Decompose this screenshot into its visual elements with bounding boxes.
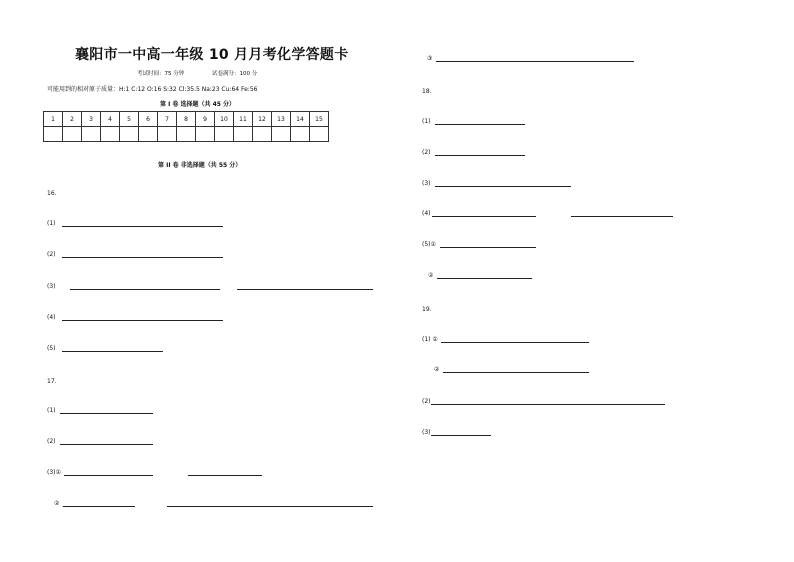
grid-number: 14 (291, 112, 310, 127)
answer-grid (43, 111, 329, 142)
q17-label-5: ③ (427, 55, 433, 62)
grid-number: 12 (253, 112, 272, 127)
q17-label-1: (1) (47, 407, 56, 414)
answer-line[interactable] (62, 351, 163, 352)
answer-grid-blanks (44, 127, 329, 142)
section2-title: 第 II 卷 非选择题（共 55 分） (158, 162, 242, 169)
q17-number: 17． (47, 378, 61, 385)
grid-number: 2 (63, 112, 82, 127)
atomic-masses: 可能用到的相对原子质量：H:1 C:12 O:16 S:32 Cl:35.5 Na:23 Cu:64 Fe:56 (47, 86, 258, 93)
grid-number: 3 (82, 112, 101, 127)
q19-label-4: (3) (422, 429, 431, 436)
q19-number: 19． (422, 306, 436, 313)
grid-number: 6 (139, 112, 158, 127)
page-title: 襄阳市一中高一年级 10 月月考化学答题卡 (75, 47, 349, 63)
exam-time: 考试时间：75 分钟 (137, 71, 185, 77)
answer-cell[interactable] (139, 127, 158, 142)
answer-line[interactable] (167, 506, 373, 507)
q16-label-5: (5) (47, 345, 56, 352)
answer-cell[interactable] (196, 127, 215, 142)
answer-cell[interactable] (158, 127, 177, 142)
q17-label-3: (3)① (47, 469, 61, 476)
q16-label-2: (2) (47, 251, 56, 258)
answer-cell[interactable] (63, 127, 82, 142)
answer-line[interactable] (188, 475, 262, 476)
q16-number: 16． (47, 190, 61, 197)
answer-line[interactable] (237, 289, 373, 290)
grid-number: 5 (120, 112, 139, 127)
q18-label-6: ② (428, 272, 434, 279)
grid-number: 1 (44, 112, 63, 127)
answer-cell[interactable] (120, 127, 139, 142)
answer-line[interactable] (60, 444, 153, 445)
q19-label-2: ② (434, 366, 440, 373)
answer-line[interactable] (432, 216, 536, 217)
answer-line[interactable] (431, 435, 491, 436)
answer-cell[interactable] (272, 127, 291, 142)
answer-line[interactable] (435, 124, 525, 125)
q18-number: 18． (422, 88, 436, 95)
answer-line[interactable] (431, 404, 665, 405)
section1-title: 第 I 卷 选择题（共 45 分） (160, 101, 236, 108)
answer-line[interactable] (62, 257, 223, 258)
answer-line[interactable] (60, 413, 153, 414)
grid-number: 11 (234, 112, 253, 127)
q17-label-2: (2) (47, 438, 56, 445)
grid-number: 15 (310, 112, 329, 127)
q18-label-3: (3) (422, 180, 431, 187)
q17-label-4: ② (54, 500, 60, 507)
answer-line[interactable] (62, 320, 223, 321)
answer-line[interactable] (436, 61, 634, 62)
full-score: 试卷满分：100 分 (212, 71, 258, 77)
answer-line[interactable] (437, 278, 532, 279)
q18-label-5: (5)① (422, 241, 436, 248)
grid-number: 8 (177, 112, 196, 127)
q19-label-3: (2) (422, 398, 431, 405)
answer-grid-numbers (44, 112, 329, 127)
answer-line[interactable] (435, 186, 571, 187)
answer-line[interactable] (63, 506, 135, 507)
grid-number: 10 (215, 112, 234, 127)
q16-label-3: (3) (47, 283, 56, 290)
grid-number: 7 (158, 112, 177, 127)
answer-line[interactable] (435, 155, 525, 156)
answer-cell[interactable] (82, 127, 101, 142)
grid-number: 9 (196, 112, 215, 127)
grid-number: 4 (101, 112, 120, 127)
q18-label-4: (4) (422, 210, 431, 217)
answer-line[interactable] (440, 247, 536, 248)
answer-cell[interactable] (291, 127, 310, 142)
q16-label-4: (4) (47, 314, 56, 321)
answer-cell[interactable] (234, 127, 253, 142)
answer-cell[interactable] (310, 127, 329, 142)
answer-line[interactable] (571, 216, 673, 217)
answer-cell[interactable] (44, 127, 63, 142)
answer-cell[interactable] (101, 127, 120, 142)
answer-cell[interactable] (177, 127, 196, 142)
q18-label-1: (1) (422, 118, 431, 125)
q18-label-2: (2) (422, 149, 431, 156)
q19-label-1: (1) ① (422, 336, 438, 343)
answer-cell[interactable] (253, 127, 272, 142)
answer-line[interactable] (64, 475, 153, 476)
answer-line[interactable] (62, 226, 223, 227)
q16-label-1: (1) (47, 220, 56, 227)
answer-line[interactable] (441, 342, 589, 343)
answer-cell[interactable] (215, 127, 234, 142)
grid-number: 13 (272, 112, 291, 127)
answer-line[interactable] (443, 372, 589, 373)
answer-line[interactable] (70, 289, 220, 290)
